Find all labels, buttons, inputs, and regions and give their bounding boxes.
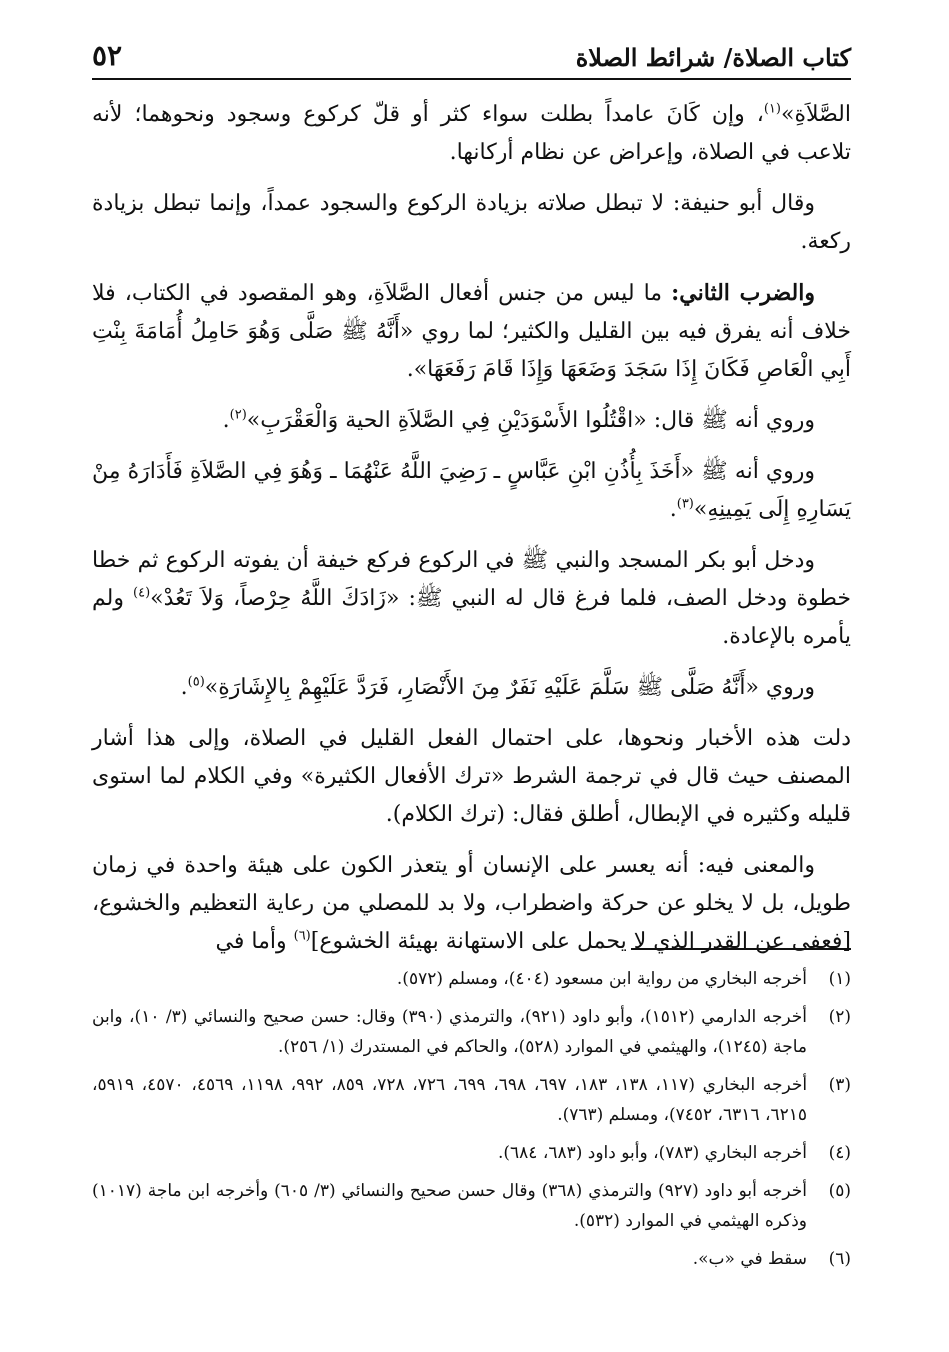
footnote-ref: (٤) — [133, 585, 151, 601]
footnote-item — [92, 1138, 851, 1168]
footnote-item — [92, 1070, 851, 1130]
footnote-text: أخرجه البخاري (٧٨٣)، وأبو داود (٦٨٣، ٦٨٤). — [497, 1143, 807, 1163]
footnote-number: (٣) — [828, 1075, 851, 1095]
paragraph-7: وروي «أَنَّهُ صَلَّى ﷺ سَلَّمَ عَلَيْهِ نَفَرٌ مِنَ الأَنْصَارِ، فَرَدَّ عَلَيْهِمْ بِالإِشَارَةِ»$^{(٥)}$. — [180, 674, 815, 700]
footnote-number: (٥) — [828, 1181, 851, 1201]
paragraph-4: وروي أنه ﷺ قال: «اقْتُلُوا الأَسْوَدَيْنِ فِي الصَّلاَةِ الحية وَالْعَقْرَبِ»$^{(٢)}$. — [222, 407, 815, 433]
paragraph-8: دلت هذه الأخبار ونحوها، على احتمال الفعل القليل في الصلاة، وإلى هذا أشار المصنف حيث قال في ترجمة الشرط «ترك الأفعال الكثيرة» وفي الكلام لما استوى قليله وكثيره في الإبطال، أطلق فقال: (ترك الكلام). — [92, 726, 851, 827]
footnote-ref: (٣) — [676, 496, 694, 512]
paragraph-6: ودخل أبو بكر المسجد والنبي ﷺ في الركوع فركع خيفة أن يفوته الركوع ثم خطا خطوة ودخل الصف، فلما فرغ قال له النبي ﷺ: «زَادَكَ اللَّهُ حِرْصاً، وَلاَ تَعُدْ»$^{(٤)}$ ولم يأمره بالإعادة. — [92, 548, 851, 649]
footnote-number: (٦) — [828, 1249, 851, 1269]
footnote-text: أخرجه الدارمي (١٥١٢)، وأبو داود (٩٢١)، والترمذي (٣٩٠) وقال: حسن صحيح والنسائي (٣/ ١٠)، وابن ماجة (١٢٤٥)، والهيثمي في الموارد (٥٢٨)، والحاكم في المستدرك (١/ ٢٥٦). — [92, 1007, 807, 1057]
footnote-item — [92, 1176, 851, 1236]
footnote-divider — [631, 948, 851, 950]
footnote-item — [92, 964, 851, 994]
page-header — [92, 36, 851, 80]
page-number: ٥٢ — [92, 39, 123, 72]
paragraph-2: وقال أبو حنيفة: لا تبطل صلاته بزيادة الركوع والسجود عمداً، وإنما تبطل بزيادة ركعة. — [92, 191, 851, 254]
footnote-ref: (٥) — [187, 674, 205, 690]
footnote-text: أخرجه أبو داود (٩٢٧) والترمذي (٣٦٨) وقال حسن صحيح والنسائي (٣/ ٦٠٥) وأخرجه ابن ماجة (١٠١٧) وذكره الهيثمي في الموارد (٥٣٢). — [92, 1181, 807, 1231]
paragraph-1: الصَّلاَةِ»$^{(١)}$، وإن كَانَ عامداً بطلت سواء كثر أو قلّ كركوع وسجود ونحوهما؛ لأنه تلاعب في الصلاة، وإعراض عن نظام أركانها. — [92, 101, 851, 165]
footnote-number: (٢) — [828, 1007, 851, 1027]
footnote-ref: (١) — [763, 101, 781, 117]
footnote-text: سقط في «ب». — [692, 1249, 807, 1269]
footnote-ref: (٢) — [229, 407, 247, 423]
main-text — [92, 96, 851, 974]
footnote-number: (٤) — [828, 1143, 851, 1163]
footnotes — [92, 964, 851, 1282]
footnote-number: (١) — [828, 969, 851, 989]
paragraph-5: وروي أنه ﷺ «أَخَذَ بِأُذُنِ ابْنِ عَبَّاسٍ ـ رَضِيَ اللَّهُ عَنْهُمَا ـ وَهُوَ فِي الصَّلاَةِ فَأَدَارَهُ مِنْ يَسَارِهِ إِلَى يَمِينِهِ»$^{(٣)}$. — [92, 459, 851, 522]
footnote-text: أخرجه البخاري من رواية ابن مسعود (٤٠٤)، ومسلم (٥٧٢). — [396, 969, 807, 989]
running-title: كتاب الصلاة/ شرائط الصلاة — [575, 43, 851, 72]
paragraph-9: والمعنى فيه: أنه يعسر على الإنسان أو يتعذر الكون على هيئة واحدة في زمان طويل، بل لا يخلو عن حركة واضطراب، ولا بد للمصلي من رعاية التعظيم والخشوع، [فعفى عن القدر الذي لا يحمل على الاستهانة بهيئة الخشوع]$^{(٦)}$ وأما في — [92, 853, 851, 954]
paragraph-3: والضرب الثاني: ما ليس من جنس أفعال الصَّلاَةِ، وهو المقصود في الكتاب، فلا خلاف أنه يفرق فيه بين القليل والكثير؛ لما روي «أَنَّهُ ﷺ صَلَّى وَهُوَ حَامِلُ أُمَامَةَ بِنْتِ أَبِي الْعَاصِ فَكَانَ إِذَا سَجَدَ وَضَعَهَا وَإِذَا قَامَ رَفَعَهَا». — [92, 280, 851, 382]
footnote-item — [92, 1244, 851, 1274]
footnote-item — [92, 1002, 851, 1062]
section-lead: والضرب الثاني: — [671, 280, 815, 306]
footnote-text: أخرجه البخاري (١١٧، ١٣٨، ١٨٣، ٦٩٧، ٦٩٨، ٦٩٩، ٧٢٦، ٧٢٨، ٨٥٩، ٩٩٢، ١١٩٨، ٤٥٦٩، ٤٥٧٠، ٥٩١٩، ٦٢١٥، ٦٣١٦، ٧٤٥٢)، ومسلم (٧٦٣). — [92, 1075, 808, 1125]
footnote-ref: (٦) — [293, 928, 311, 944]
